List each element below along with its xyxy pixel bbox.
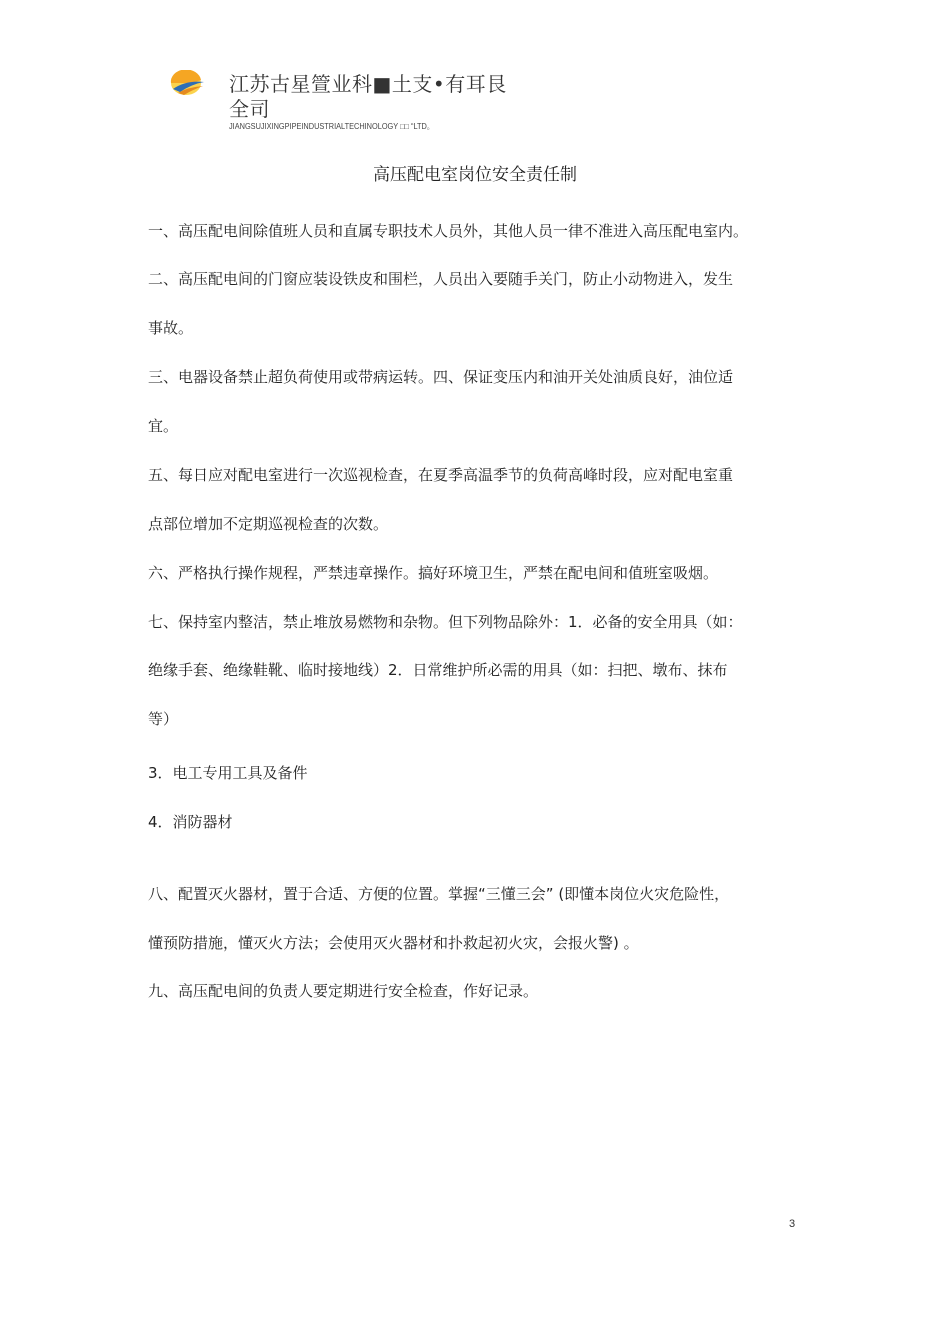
body-line: 宜。 [148,417,179,435]
body-line: 五、每日应对配电室进行一次巡视检查，在夏季高温季节的负荷高峰时段，应对配电室重 [148,466,734,484]
company-name-en: JIANGSUJIXINGPIPEINDUSTRIALTECHINOLOGY □□ “LTD。 [229,122,435,131]
body-line: 八、配置灭火器材，置于合适、方便的位置。掌握“三懂三会” (即懂本岗位火灾危险性， [148,885,730,903]
body-line: 二、高压配电间的门窗应装设铁皮和围栏，人员出入要随手关门，防止小动物进入，发生 [148,270,734,288]
body-line: 三、电器设备禁止超负荷使用或带病运转。四、保证变压内和油开关处油质良好，油位适 [148,368,734,386]
company-logo-icon [170,70,206,98]
body-line: 九、高压配电间的负责人要定期进行安全检查，作好记录。 [148,982,539,1000]
body-line: 七、保持室内整洁，禁止堆放易燃物和杂物。但下列物品除外：1．必备的安全用具（如： [148,613,743,631]
body-line: 懂预防措施，懂灭火方法；会使用灭火器材和扑救起初火灾，会报火警) 。 [148,934,639,952]
body-line: 一、高压配电间除值班人员和直属专职技术人员外，其他人员一律不准进入高压配电室内。 [148,222,749,240]
body-line: 六、严格执行操作规程，严禁违章操作。搞好环境卫生，严禁在配电间和值班室吸烟。 [148,564,719,582]
body-line: 3．电工专用工具及备件 [148,764,308,782]
page-number: 3 [789,1218,796,1230]
body-line: 4．消防器材 [148,813,233,831]
company-name-cn: 江苏古星箮业科■土支•有耳艮全司 [229,72,507,121]
body-line: 等） [148,710,179,728]
body-line: 绝缘手套、绝缘鞋靴、临时接地线）2．日常维护所必需的用具（如：扫把、墩布、抹布 [148,661,728,679]
body-line: 点部位增加不定期巡视检查的次数。 [148,515,389,533]
body-line: 事故。 [148,319,194,337]
document-title: 高压配电室岗位安全责任制 [373,165,577,185]
